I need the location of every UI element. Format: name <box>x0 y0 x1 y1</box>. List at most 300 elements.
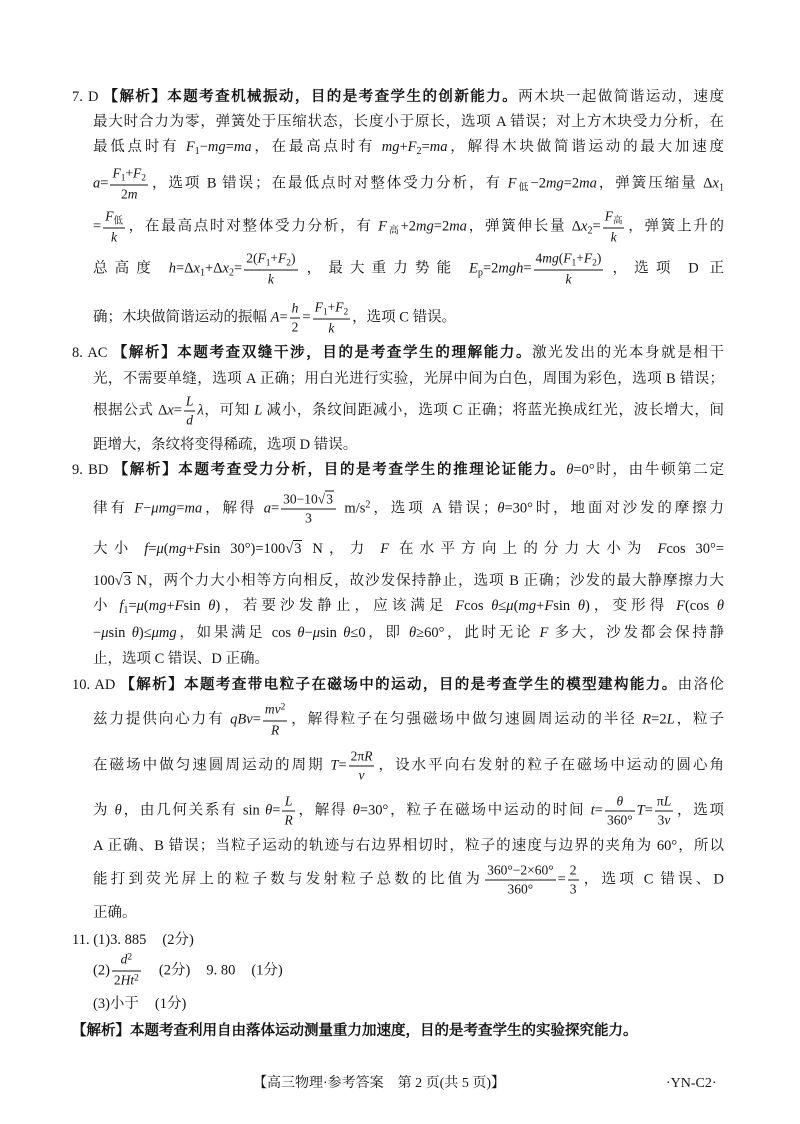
subscript: 2 <box>587 225 593 237</box>
math-variable: μmg <box>151 500 177 517</box>
text-run: 360°−2×60° <box>487 862 554 878</box>
fraction-numerator <box>655 794 673 812</box>
square-root <box>115 572 132 589</box>
math-variable: θ <box>577 598 585 614</box>
text-run: = <box>173 402 182 419</box>
item-10-line-6 <box>93 863 724 898</box>
subscript: 1 <box>199 267 205 279</box>
math-variable: mg <box>416 218 434 235</box>
math-variable: k <box>565 271 572 287</box>
fraction-numerator <box>349 749 375 767</box>
text-run: 小 <box>93 598 120 614</box>
math-variable: θ <box>343 625 351 641</box>
math-variable: a <box>263 500 271 517</box>
math-variable: T <box>636 802 645 819</box>
text-run: ，解得 <box>202 500 264 517</box>
fraction-denominator <box>281 510 336 527</box>
item-8-line-4 <box>93 435 724 455</box>
item-11-part-3 <box>93 994 724 1014</box>
text-run: = <box>594 802 603 819</box>
fraction <box>603 209 625 246</box>
text-run: 两木块一起做简谐运动，速度 <box>518 89 725 105</box>
text-run: = <box>421 139 430 155</box>
fraction-numerator <box>605 794 635 812</box>
text-run: ，选项 B 错误；在最低点时对整体受力分析，有 <box>150 175 508 192</box>
math-variable: L <box>663 793 672 809</box>
math-variable: ma <box>233 139 252 155</box>
square-root <box>285 540 302 557</box>
math-variable: L <box>666 711 675 728</box>
text-run: 2( <box>246 250 258 266</box>
text-run: 最大时合力为零，弹簧处于压缩状态，长度小于原长，选项 A 错误；对上方木块受力分析，在 <box>93 114 724 130</box>
text-run: + <box>125 165 134 181</box>
text-run: 正确。 <box>93 905 137 921</box>
math-variable: qBv <box>230 711 253 728</box>
math-variable: t <box>590 802 595 819</box>
square-root <box>318 491 334 507</box>
math-variable: μ <box>506 598 514 614</box>
fraction-denominator <box>313 320 351 337</box>
text-run: 2 <box>569 862 577 878</box>
math-variable: θ <box>352 802 360 819</box>
math-variable: mv <box>264 701 281 717</box>
text-run: )≤ <box>138 625 152 641</box>
score-note: (2分) <box>162 932 194 948</box>
math-variable: F <box>335 299 344 315</box>
subscript: 2 <box>228 267 235 279</box>
item-9-line-6 <box>93 623 724 643</box>
text-run: 360° <box>606 812 633 828</box>
bold-text-run: 【解析】本题考查受力分析，目的是考查学生的推理论证能力。 <box>113 462 567 478</box>
text-run: 10. AD <box>72 677 121 693</box>
math-variable: θ <box>616 793 624 809</box>
fraction <box>568 863 579 898</box>
item-7-line-4 <box>93 166 724 203</box>
radicand: 3 <box>294 541 302 557</box>
text-run: 律有 <box>93 500 135 517</box>
text-run: = <box>234 260 243 277</box>
item-9-line-4 <box>93 571 724 591</box>
item-11-part-2 <box>93 952 724 991</box>
math-variable: x <box>712 175 719 192</box>
bold-text-run: 【解析】本题考查双缝干涉，目的是考查学生的理解能力。 <box>112 345 533 361</box>
fraction-denominator <box>110 186 148 203</box>
math-variable: F <box>539 625 549 641</box>
text-run: ，设水平向右发射的粒子在磁场中运动的圆心角 <box>376 757 725 774</box>
text-run: N，两个力大小相等方向相反，故沙发保持静止，选项 B 正确；沙发的最大静摩擦力大 <box>131 573 724 589</box>
text-run: (3)小于 <box>93 996 139 1012</box>
text-run: =2 <box>433 218 450 235</box>
text-run: A 正确、B 错误；当粒子运动的轨迹与右边界相切时，粒子的速度与边界的夹角为 60°，所以 <box>93 838 724 854</box>
fraction <box>313 300 351 337</box>
item-7-line-5 <box>93 209 724 246</box>
item-8-line-2 <box>93 369 724 389</box>
text-run: sin <box>319 625 344 641</box>
item-7-line-1 <box>72 87 724 107</box>
text-run: − <box>93 625 102 641</box>
subscript: 1 <box>194 146 200 158</box>
math-variable: d <box>186 412 194 428</box>
math-variable: v <box>358 767 365 783</box>
fraction-denominator <box>290 319 301 336</box>
subscript: 1 <box>718 182 724 194</box>
math-variable: θ <box>497 500 505 517</box>
text-run: ) <box>291 250 296 266</box>
math-variable: T <box>330 757 339 774</box>
fraction <box>605 794 635 829</box>
math-variable: θ <box>208 598 216 614</box>
math-variable: m <box>127 186 138 202</box>
text-run: 4 <box>535 250 543 266</box>
math-variable: F <box>657 541 667 557</box>
text-run: + <box>327 299 336 315</box>
math-variable: L <box>185 393 194 409</box>
fraction-numerator <box>485 863 556 881</box>
text-run: 多大，沙发都会保持静 <box>548 625 725 641</box>
item-9-line-2 <box>93 492 724 527</box>
fraction <box>282 794 294 829</box>
text-run: −2 <box>530 175 546 192</box>
text-run: 11. (1)3. 885 <box>72 932 147 948</box>
math-variable: k <box>610 229 617 245</box>
math-variable: R <box>642 711 652 728</box>
math-variable: mg <box>168 541 187 557</box>
radical-sign: √ <box>317 491 326 507</box>
fraction-denominator <box>603 229 625 246</box>
text-run: = <box>270 500 280 517</box>
text-run: ，选项 D 正 <box>605 260 724 277</box>
text-run: ，选项 A 错误； <box>370 500 498 517</box>
text-run: ，如果满足 cos <box>176 625 298 641</box>
math-variable: θ <box>131 625 139 641</box>
text-run: ，最大重力势能 <box>299 260 470 277</box>
text-run: ，解得 <box>296 802 353 819</box>
math-variable: h <box>291 300 299 316</box>
text-run: sin <box>553 598 578 614</box>
fraction <box>534 251 604 288</box>
bold-text-run: 【解析】本题考查带电粒子在磁场中的运动，目的是考查学生的模型建构能力。 <box>120 677 678 693</box>
text-run: ，选项 C 错误、D <box>580 871 724 888</box>
text-run: ≥60°，此时无论 <box>416 625 540 641</box>
text-run: ，弹簧伸长量 Δ <box>466 218 582 235</box>
superscript: 2 <box>127 952 133 963</box>
math-variable: μmg <box>151 625 177 641</box>
math-variable: F <box>105 208 114 224</box>
math-variable: d <box>120 951 128 967</box>
text-run: = <box>148 541 157 557</box>
math-variable: θ <box>297 625 305 641</box>
math-variable: F <box>378 218 387 235</box>
subscript: 2 <box>416 146 422 158</box>
item-10-line-3 <box>93 749 724 784</box>
text-run: − <box>199 139 208 155</box>
text-run: cos <box>464 598 492 614</box>
item-9-line-1 <box>72 460 724 480</box>
subscript: 2 <box>286 258 292 269</box>
fraction <box>244 251 297 288</box>
fraction-denominator <box>184 412 196 429</box>
fraction-numerator <box>290 301 301 319</box>
text-run: 确；木块做简谐运动的振幅 <box>93 309 271 326</box>
math-variable: F <box>544 598 554 614</box>
item-11-part-1 <box>72 930 724 950</box>
text-run: 光，不需要单缝，选项 A 正确；用白光进行实验，光屏中间为白色，周围为彩色，选项 B 错误； <box>93 371 724 387</box>
math-variable: R <box>284 812 293 828</box>
math-variable: x <box>581 218 588 235</box>
text-run: ( <box>163 541 169 557</box>
fraction-denominator <box>655 812 673 829</box>
math-variable: mg <box>207 139 226 155</box>
text-run: + <box>536 598 545 614</box>
text-run: − <box>304 625 313 641</box>
text-run: 能打到荧光屏上的粒子数与发射粒子总数的比值为 <box>93 871 484 888</box>
fraction-numerator <box>110 166 148 186</box>
math-variable: F <box>112 165 121 181</box>
math-variable: F <box>407 139 417 155</box>
text-run: =30°，粒子在磁场中运动的时间 <box>359 802 591 819</box>
fraction <box>485 863 556 898</box>
text-run: 9. BD <box>72 462 114 478</box>
math-variable: λ <box>197 402 204 419</box>
score-note: (1分) <box>251 962 283 979</box>
math-variable: F <box>194 541 204 557</box>
text-run: = <box>338 757 347 774</box>
fraction-numerator <box>244 251 297 271</box>
text-run: =0°时，由牛顿第二定 <box>573 462 724 478</box>
item-8-line-1 <box>72 343 724 363</box>
subscript: 2 <box>141 173 146 184</box>
fraction-numerator <box>184 394 196 412</box>
fraction <box>112 952 141 991</box>
page-code: ·YN-C2· <box>666 1076 717 1091</box>
superscript: 2 <box>365 499 371 511</box>
score-note: (2分) <box>158 962 191 979</box>
fraction-numerator <box>603 209 625 229</box>
fraction-numerator <box>282 794 294 812</box>
text-run: + <box>399 139 408 155</box>
text-run: 兹力提供向心力有 <box>93 711 231 728</box>
text-run: =2 <box>651 711 667 728</box>
math-variable: mg <box>542 250 559 266</box>
math-variable: a <box>93 175 101 192</box>
item-7-line-7 <box>93 300 724 337</box>
subscript: 1 <box>265 258 271 269</box>
text-run: ( <box>143 598 149 614</box>
math-variable: mgh <box>498 260 524 277</box>
math-variable: mg <box>518 598 537 614</box>
math-variable: v <box>664 812 671 828</box>
math-variable: mg <box>545 175 564 192</box>
item-11-analysis <box>72 1021 724 1041</box>
item-10-line-1 <box>72 675 724 695</box>
text-run: ) <box>596 250 602 266</box>
text-run: − <box>143 500 152 517</box>
text-run: = <box>644 802 653 819</box>
math-variable: k <box>267 271 274 287</box>
item-8-line-3 <box>93 394 724 429</box>
math-variable: F <box>134 500 144 517</box>
math-variable: F <box>174 598 184 614</box>
text-run: ≤0，即 <box>350 625 410 641</box>
fraction <box>110 166 148 203</box>
math-variable: F <box>314 299 323 315</box>
math-variable: L <box>284 793 293 809</box>
text-run: 2 <box>291 319 299 335</box>
superscript: 2 <box>134 973 139 984</box>
math-variable: F <box>278 250 287 266</box>
math-variable: F <box>676 598 685 614</box>
text-run: 最低点时有 <box>93 139 186 155</box>
text-run: =30°时，地面对沙发的摩擦力 <box>504 500 725 517</box>
text-run: = <box>93 218 102 235</box>
item-10-line-2 <box>93 702 724 739</box>
item-9-line-3 <box>93 539 724 559</box>
fraction-denominator <box>112 972 141 991</box>
fraction-numerator <box>103 209 125 229</box>
text-run: ≤ <box>498 598 507 614</box>
subscript: 1 <box>571 258 577 269</box>
fraction-denominator <box>349 767 375 784</box>
text-run: 3 <box>305 510 312 526</box>
text-run: 减小，条纹间距减小，选项 C 正确；将蓝光换成红光，波长增大，间 <box>262 402 725 419</box>
text-run: )，变形得 <box>584 598 677 614</box>
text-run: 8. AC <box>72 345 113 361</box>
text-run: + <box>186 541 195 557</box>
fraction <box>290 301 301 336</box>
math-variable: x <box>167 402 174 419</box>
text-run: =2 <box>482 260 499 277</box>
text-run: ，粒子 <box>674 711 724 728</box>
text-run: ，可知 <box>203 402 255 419</box>
text-run: 为 <box>93 802 115 819</box>
math-variable: k <box>328 320 335 336</box>
subscript: 2 <box>343 307 349 318</box>
math-variable: F <box>380 541 390 557</box>
text-run: 根据公式 Δ <box>93 402 168 419</box>
fraction-numerator <box>534 251 604 271</box>
text-run: = <box>523 260 532 277</box>
math-variable: E <box>469 260 478 277</box>
subscript: 2 <box>592 258 597 269</box>
math-variable: h <box>168 260 176 277</box>
radical-sign: √ <box>285 541 294 557</box>
text-run: 2π <box>350 748 365 764</box>
text-run: 总高度 <box>93 260 169 277</box>
score-note: 9. 80 <box>206 962 236 979</box>
item-7-line-2 <box>93 112 724 132</box>
fraction-denominator <box>282 812 294 829</box>
fraction <box>263 702 287 739</box>
text-run: + <box>166 598 175 614</box>
subscript: 高 <box>386 225 401 237</box>
radical-sign: √ <box>114 573 123 589</box>
text-run: sin <box>183 598 209 614</box>
math-variable: F <box>257 250 266 266</box>
fraction-numerator <box>568 863 579 881</box>
fraction-numerator <box>281 492 336 510</box>
math-variable: μ <box>101 625 109 641</box>
text-run: ，在最高点时对整体受力分析，有 <box>126 218 379 235</box>
math-variable: F <box>185 139 195 155</box>
text-run: 2 <box>113 972 121 988</box>
text-run: 激光发出的光本身就是相干 <box>532 345 725 361</box>
math-variable: θ <box>265 802 273 819</box>
text-run: 30−10 <box>283 491 318 507</box>
text-run: = <box>225 139 234 155</box>
text-run: (cos <box>684 598 717 614</box>
subscript: 低 <box>516 182 531 194</box>
math-variable: θ <box>114 802 122 819</box>
math-variable: mg <box>381 139 400 155</box>
score-note: (1分) <box>154 996 187 1012</box>
subscript: p <box>477 267 483 279</box>
text-run: ( <box>558 250 564 266</box>
fraction <box>103 209 125 246</box>
math-variable: ma <box>449 218 467 235</box>
math-variable: L <box>254 402 263 419</box>
fraction-denominator <box>263 722 287 739</box>
subscript: 1 <box>123 605 129 617</box>
text-run: 大小 <box>93 541 145 557</box>
text-run: sin <box>108 625 132 641</box>
fraction-denominator <box>485 881 556 898</box>
item-7-line-6 <box>93 251 724 288</box>
text-run: + <box>270 250 279 266</box>
math-variable: μ <box>312 625 320 641</box>
math-variable: F <box>583 250 593 266</box>
item-9-line-5 <box>93 596 724 618</box>
math-variable: θ <box>491 598 499 614</box>
text-run: )，若要沙发静止，应该满足 <box>215 598 456 614</box>
bold-text-run: 【解析】本题考查机械振动，目的是考查学生的创新能力。 <box>103 89 519 105</box>
subscript: 低 <box>113 216 123 227</box>
item-10-line-4 <box>93 794 724 829</box>
superscript: 2 <box>280 702 286 713</box>
fraction <box>349 749 375 784</box>
math-variable: F <box>455 598 465 614</box>
text-run: ( <box>513 598 519 614</box>
text-run: ，解得木块做简谐运动的最大加速度 <box>447 139 724 155</box>
text-run: 2 <box>120 186 128 202</box>
text-run: (2) <box>93 962 110 979</box>
text-run: 止，选项 C 错误、D 正确。 <box>93 651 270 667</box>
subscript: 1 <box>120 173 126 184</box>
math-variable: F <box>563 250 572 266</box>
text-run: = <box>128 598 137 614</box>
item-10-line-7 <box>93 903 724 923</box>
text-run: π <box>656 793 664 809</box>
math-variable: k <box>111 229 118 245</box>
math-variable: mg <box>148 598 167 614</box>
text-run: 由洛伦 <box>677 677 725 693</box>
text-run: = <box>176 500 185 517</box>
text-run: 100 <box>93 573 115 589</box>
text-run: = <box>272 802 281 819</box>
text-run: = <box>252 711 261 728</box>
fraction-denominator <box>103 229 125 246</box>
text-run: ，选项 <box>675 802 725 819</box>
text-run: ，弹簧上升的 <box>626 218 725 235</box>
fraction-denominator <box>568 881 579 898</box>
text-run: m/s <box>337 500 366 517</box>
math-variable: x <box>193 260 200 277</box>
fraction-denominator <box>244 271 297 288</box>
math-variable: μ <box>136 598 144 614</box>
text-run: +Δ <box>205 260 223 277</box>
fraction <box>281 492 336 527</box>
text-run: =Δ <box>175 260 194 277</box>
text-run: = <box>279 309 288 326</box>
